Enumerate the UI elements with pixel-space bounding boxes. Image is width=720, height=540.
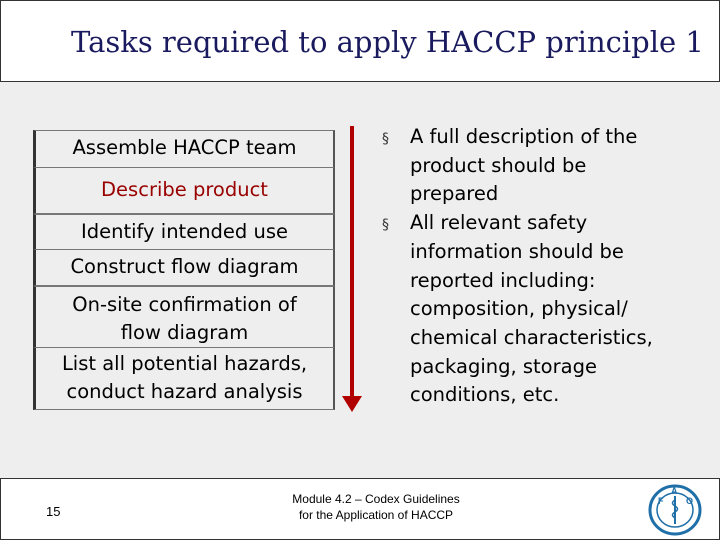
step-label: Assemble HACCP team (72, 136, 297, 159)
bullet-line: All relevant safety (410, 211, 588, 235)
section-sign-icon: § (382, 131, 389, 147)
step-onsite-confirmation (33, 286, 335, 348)
step-label: List all potential hazards, conduct hazard analysis (61, 352, 308, 403)
footer-caption (226, 491, 526, 523)
bullet-line: product should be (410, 153, 587, 177)
step-hazard-analysis (33, 348, 335, 410)
step-label: Describe product (101, 178, 268, 201)
svg-text:O: O (686, 496, 694, 506)
bullet-line: reported including: (410, 268, 596, 292)
bullet-line: conditions, etc. (410, 383, 560, 407)
step-intended-use (33, 214, 335, 250)
step-label: Construct flow diagram (70, 255, 299, 278)
page-number: 15 (46, 504, 61, 519)
bullet-line: prepared (410, 182, 499, 206)
svg-text:A: A (671, 486, 678, 496)
fao-logo-icon (647, 484, 703, 536)
bullet-list (380, 123, 700, 410)
step-flow-diagram (33, 250, 335, 286)
step-label: Identify intended use (80, 220, 289, 243)
title-bar (0, 0, 720, 82)
arrow-down-icon (342, 396, 362, 412)
bullet-line: information should be (410, 239, 624, 263)
bullet-line: packaging, storage (410, 354, 597, 378)
step-flow (33, 130, 335, 410)
bullet-line: composition, physical/ (410, 297, 628, 321)
arrow-shaft (350, 126, 354, 398)
footer-line: Module 4.2 – Codex Guidelines (292, 492, 460, 506)
step-label: On-site confirmation of flow diagram (72, 293, 297, 344)
bullet-line: chemical characteristics, (410, 325, 653, 349)
footer (0, 478, 720, 540)
section-sign-icon: § (382, 217, 389, 234)
bullet-line: A full description of the (410, 125, 638, 148)
bullet-item (380, 209, 700, 410)
step-assemble-team (33, 130, 335, 168)
svg-text:F: F (658, 496, 664, 506)
step-describe-product (33, 168, 335, 214)
slide-title: Tasks required to apply HACCP principle 1 (71, 25, 704, 59)
bullet-item (380, 123, 700, 209)
footer-line: for the Application of HACCP (298, 508, 454, 522)
